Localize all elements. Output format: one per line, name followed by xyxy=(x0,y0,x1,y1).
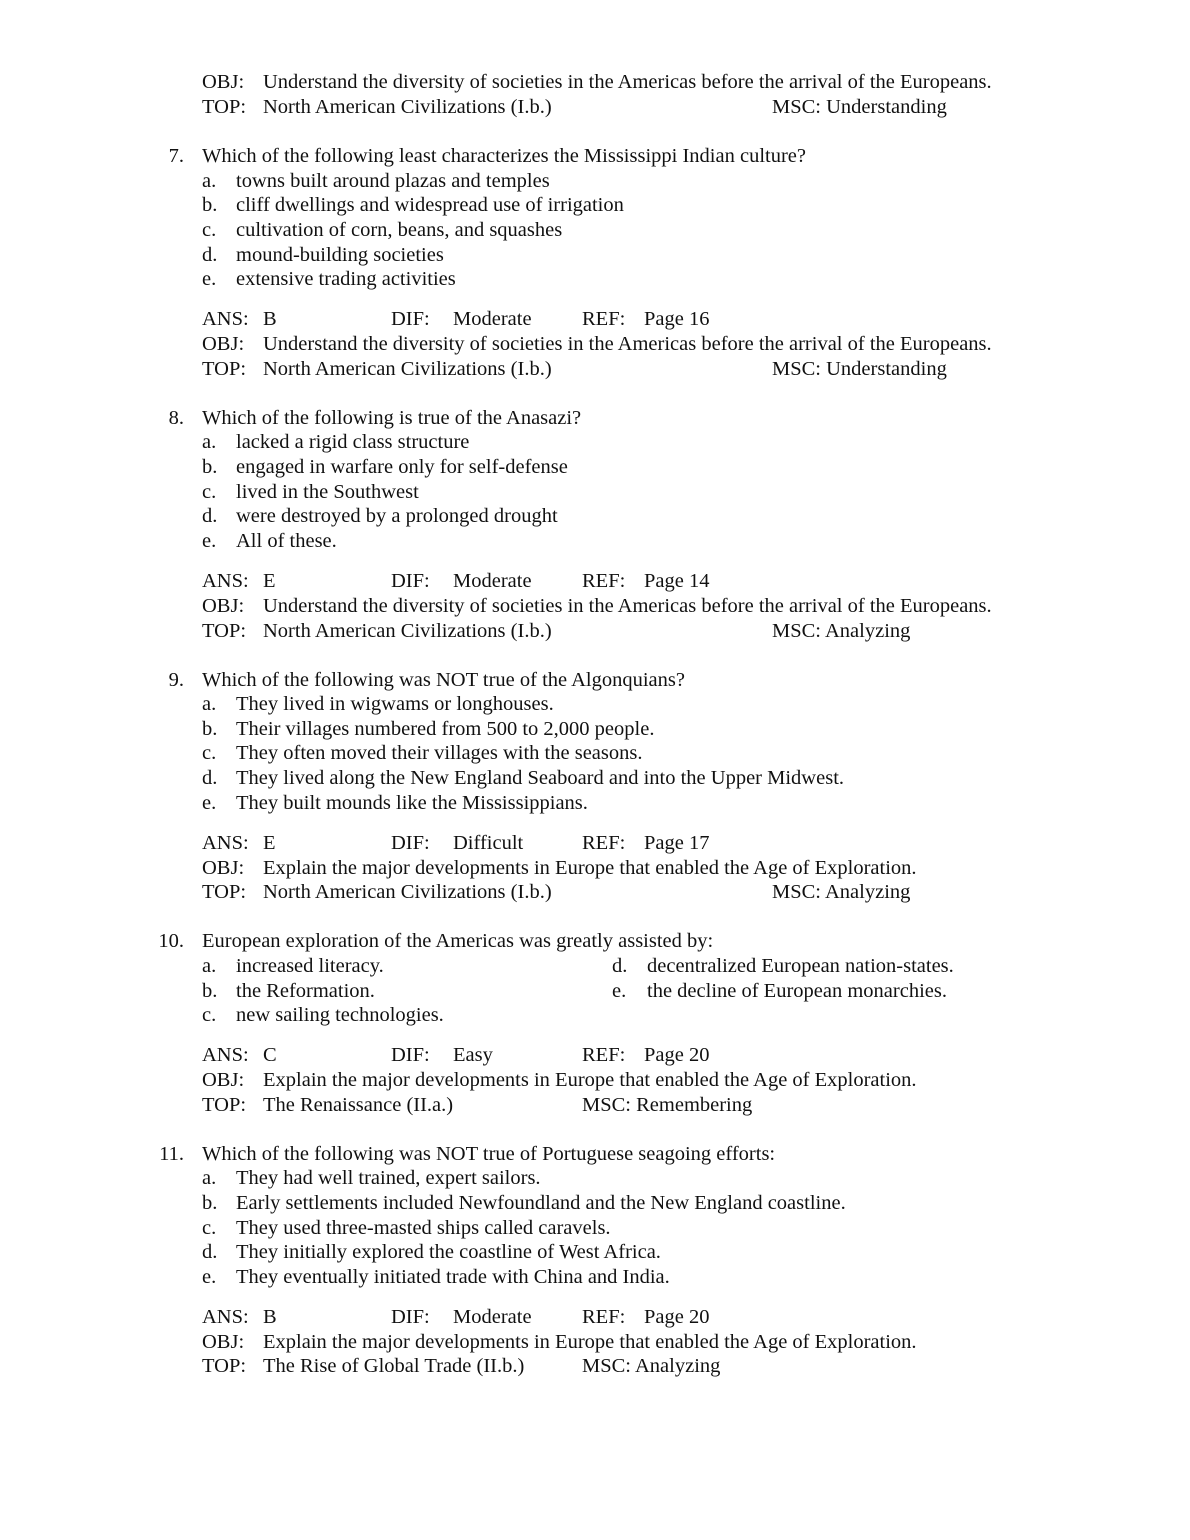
option-letter: a. xyxy=(202,1167,217,1189)
option-letter: a. xyxy=(202,431,217,453)
option-text: lived in the Southwest xyxy=(236,481,419,503)
option-text: They initially explored the coastline of West Africa. xyxy=(236,1241,661,1263)
option-letter: b. xyxy=(202,194,218,216)
option-text: new sailing technologies. xyxy=(236,1004,444,1026)
option-text: cultivation of corn, beans, and squashes xyxy=(236,219,563,241)
top-text: North American Civilizations (I.b.) xyxy=(263,620,552,642)
option-text: They lived in wigwams or longhouses. xyxy=(236,693,554,715)
obj-label: OBJ: xyxy=(202,71,245,93)
option-letter: e. xyxy=(202,792,217,814)
top-label: TOP: xyxy=(202,358,247,380)
option-letter: d. xyxy=(202,505,218,527)
dif-value: Difficult xyxy=(453,832,524,854)
obj-text: Explain the major developments in Europe that enabled the Age of Exploration. xyxy=(263,1331,917,1353)
ref-label: REF: xyxy=(582,570,626,592)
option-letter: d. xyxy=(202,767,218,789)
ref-label: REF: xyxy=(582,308,626,330)
top-label: TOP: xyxy=(202,620,247,642)
ans-label: ANS: xyxy=(202,832,249,854)
option-letter: c. xyxy=(202,219,217,241)
dif-label: DIF: xyxy=(391,1306,430,1328)
option-letter: e. xyxy=(202,1266,217,1288)
option-letter: d. xyxy=(202,1241,218,1263)
ref-label: REF: xyxy=(582,1306,626,1328)
option-text: extensive trading activities xyxy=(236,268,456,290)
obj-label: OBJ: xyxy=(202,857,245,879)
question-number: 9. xyxy=(168,669,184,691)
option-text: increased literacy. xyxy=(236,955,384,977)
ans-label: ANS: xyxy=(202,570,249,592)
obj-label: OBJ: xyxy=(202,1069,245,1091)
obj-label: OBJ: xyxy=(202,333,245,355)
option-text: lacked a rigid class structure xyxy=(236,431,470,453)
ref-label: REF: xyxy=(582,1044,626,1066)
option-text: the Reformation. xyxy=(236,980,375,1002)
option-text: Early settlements included Newfoundland and the New England coastline. xyxy=(236,1192,846,1214)
msc-text: MSC: Analyzing xyxy=(582,1355,721,1377)
msc-text: MSC: Understanding xyxy=(772,96,947,118)
ref-value: Page 14 xyxy=(644,570,710,592)
ans-value: B xyxy=(263,308,277,330)
top-label: TOP: xyxy=(202,1094,247,1116)
question-stem: Which of the following was NOT true of the Algonquians? xyxy=(202,669,685,691)
question-stem: European exploration of the Americas was greatly assisted by: xyxy=(202,930,714,952)
msc-text: MSC: Remembering xyxy=(582,1094,753,1116)
option-text: cliff dwellings and widespread use of irrigation xyxy=(236,194,624,216)
ref-value: Page 20 xyxy=(644,1044,710,1066)
top-text: North American Civilizations (I.b.) xyxy=(263,96,552,118)
dif-label: DIF: xyxy=(391,308,430,330)
top-text: North American Civilizations (I.b.) xyxy=(263,358,552,380)
option-text: They often moved their villages with the seasons. xyxy=(236,742,643,764)
top-text: North American Civilizations (I.b.) xyxy=(263,881,552,903)
option-letter: c. xyxy=(202,1004,217,1026)
option-text: They lived along the New England Seaboard and into the Upper Midwest. xyxy=(236,767,845,789)
question-number: 11. xyxy=(159,1143,184,1165)
option-letter: b. xyxy=(202,456,218,478)
option-text: mound-building societies xyxy=(236,244,444,266)
option-text: Their villages numbered from 500 to 2,000 people. xyxy=(236,718,655,740)
top-text: The Renaissance (II.a.) xyxy=(263,1094,454,1116)
question-number: 8. xyxy=(168,407,184,429)
obj-text: Explain the major developments in Europe that enabled the Age of Exploration. xyxy=(263,1069,917,1091)
option-letter: a. xyxy=(202,170,217,192)
ans-value: C xyxy=(263,1044,277,1066)
top-label: TOP: xyxy=(202,881,247,903)
obj-text: Understand the diversity of societies in the Americas before the arrival of the Europeans. xyxy=(263,595,992,617)
ans-value: E xyxy=(263,832,276,854)
obj-label: OBJ: xyxy=(202,595,245,617)
dif-value: Easy xyxy=(453,1044,493,1066)
dif-label: DIF: xyxy=(391,832,430,854)
dif-label: DIF: xyxy=(391,1044,430,1066)
dif-label: DIF: xyxy=(391,570,430,592)
option-letter: a. xyxy=(202,955,217,977)
option-text: decentralized European nation-states. xyxy=(647,955,954,977)
question-number: 7. xyxy=(168,145,184,167)
ans-label: ANS: xyxy=(202,1044,249,1066)
option-text: All of these. xyxy=(236,530,337,552)
obj-label: OBJ: xyxy=(202,1331,245,1353)
option-text: towns built around plazas and temples xyxy=(236,170,550,192)
top-text: The Rise of Global Trade (II.b.) xyxy=(263,1355,525,1377)
obj-text: Explain the major developments in Europe that enabled the Age of Exploration. xyxy=(263,857,917,879)
msc-text: MSC: Understanding xyxy=(772,358,947,380)
obj-text: Understand the diversity of societies in the Americas before the arrival of the Europeans. xyxy=(263,333,992,355)
option-letter: d. xyxy=(612,955,628,977)
dif-value: Moderate xyxy=(453,570,532,592)
option-letter: e. xyxy=(202,530,217,552)
ref-value: Page 20 xyxy=(644,1306,710,1328)
top-label: TOP: xyxy=(202,1355,247,1377)
ans-label: ANS: xyxy=(202,308,249,330)
option-letter: b. xyxy=(202,980,218,1002)
top-label: TOP: xyxy=(202,96,247,118)
option-text: were destroyed by a prolonged drought xyxy=(236,505,558,527)
dif-value: Moderate xyxy=(453,308,532,330)
option-letter: c. xyxy=(202,1217,217,1239)
question-number: 10. xyxy=(158,930,184,952)
question-stem: Which of the following least characterizes the Mississippi Indian culture? xyxy=(202,145,806,167)
option-text: They had well trained, expert sailors. xyxy=(236,1167,541,1189)
option-text: They eventually initiated trade with China and India. xyxy=(236,1266,670,1288)
option-text: They built mounds like the Mississippians. xyxy=(236,792,588,814)
ref-value: Page 16 xyxy=(644,308,710,330)
question-stem: Which of the following is true of the Anasazi? xyxy=(202,407,582,429)
option-letter: d. xyxy=(202,244,218,266)
ref-label: REF: xyxy=(582,832,626,854)
ans-label: ANS: xyxy=(202,1306,249,1328)
option-letter: e. xyxy=(612,980,627,1002)
option-letter: b. xyxy=(202,718,218,740)
dif-value: Moderate xyxy=(453,1306,532,1328)
option-letter: e. xyxy=(202,268,217,290)
msc-text: MSC: Analyzing xyxy=(772,620,911,642)
option-letter: a. xyxy=(202,693,217,715)
msc-text: MSC: Analyzing xyxy=(772,881,911,903)
option-letter: c. xyxy=(202,742,217,764)
option-text: engaged in warfare only for self-defense xyxy=(236,456,568,478)
option-text: They used three-masted ships called caravels. xyxy=(236,1217,611,1239)
obj-text: Understand the diversity of societies in the Americas before the arrival of the Europeans. xyxy=(263,71,992,93)
question-stem: Which of the following was NOT true of Portuguese seagoing efforts: xyxy=(202,1143,776,1165)
ans-value: B xyxy=(263,1306,277,1328)
option-letter: b. xyxy=(202,1192,218,1214)
option-text: the decline of European monarchies. xyxy=(647,980,947,1002)
ans-value: E xyxy=(263,570,276,592)
option-letter: c. xyxy=(202,481,217,503)
ref-value: Page 17 xyxy=(644,832,710,854)
